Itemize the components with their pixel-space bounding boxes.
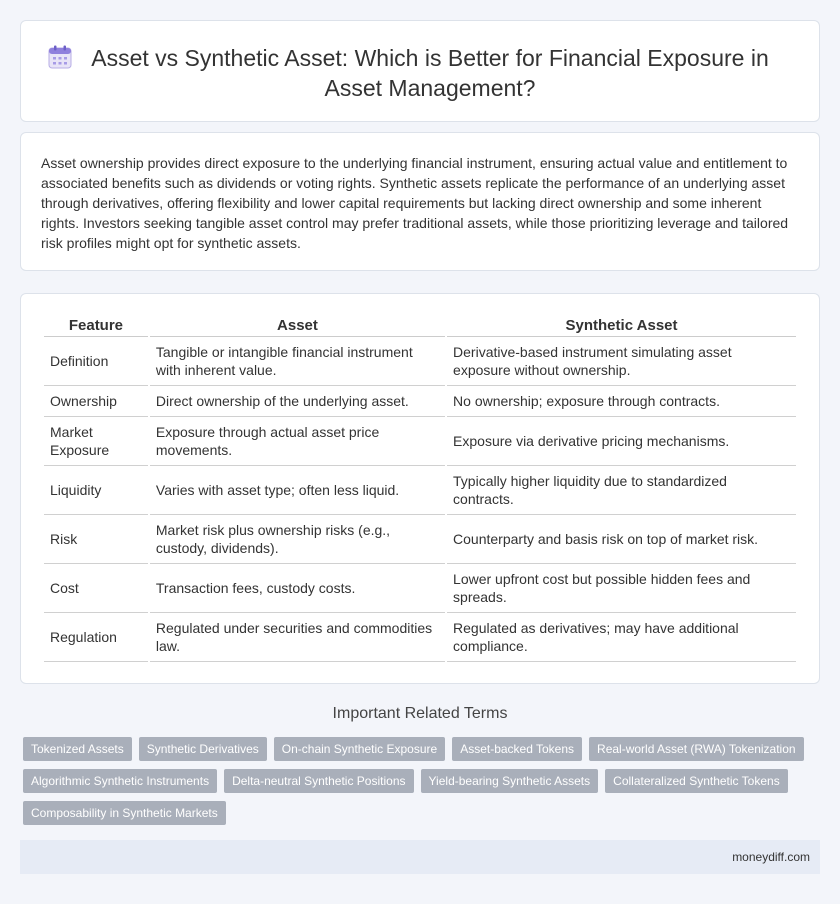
table-row	[44, 466, 796, 515]
row-asset: Varies with asset type; often less liquid.	[150, 466, 445, 515]
intro-card	[20, 132, 820, 271]
row-synthetic: Lower upfront cost but possible hidden fees and spreads.	[447, 564, 796, 613]
page-title: Asset vs Synthetic Asset: Which is Better for Financial Exposure in Asset Management?	[91, 45, 769, 101]
header-feature: Feature	[44, 315, 148, 337]
table-header-row	[44, 315, 796, 337]
related-term-tag[interactable]: Delta-neutral Synthetic Positions	[224, 769, 413, 793]
related-terms-heading: Important Related Terms	[332, 705, 508, 722]
related-terms-list	[23, 737, 813, 825]
related-term-tag[interactable]: Algorithmic Synthetic Instruments	[23, 769, 217, 793]
row-feature: Cost	[44, 564, 148, 613]
row-synthetic: Regulated as derivatives; may have additional compliance.	[447, 613, 796, 662]
title-card	[20, 20, 820, 122]
comparison-table-card	[20, 293, 820, 684]
row-synthetic: Counterparty and basis risk on top of market risk.	[447, 515, 796, 564]
row-feature: Liquidity	[44, 466, 148, 515]
table-row	[44, 515, 796, 564]
related-term-tag[interactable]: On-chain Synthetic Exposure	[274, 737, 445, 761]
related-term-tag[interactable]: Composability in Synthetic Markets	[23, 801, 226, 825]
related-term-tag[interactable]: Collateralized Synthetic Tokens	[605, 769, 788, 793]
table-row	[44, 564, 796, 613]
related-term-tag[interactable]: Asset-backed Tokens	[452, 737, 582, 761]
row-asset: Transaction fees, custody costs.	[150, 564, 445, 613]
row-synthetic: Derivative-based instrument simulating asset exposure without ownership.	[447, 337, 796, 386]
row-asset: Regulated under securities and commodities law.	[150, 613, 445, 662]
footer	[20, 840, 820, 874]
table-row	[44, 613, 796, 662]
row-asset: Market risk plus ownership risks (e.g., custody, dividends).	[150, 515, 445, 564]
row-feature: Regulation	[44, 613, 148, 662]
row-asset: Direct ownership of the underlying asset.	[150, 386, 445, 417]
row-synthetic: No ownership; exposure through contracts.	[447, 386, 796, 417]
related-term-tag[interactable]: Tokenized Assets	[23, 737, 132, 761]
row-feature: Definition	[44, 337, 148, 386]
row-feature: Risk	[44, 515, 148, 564]
row-synthetic: Exposure via derivative pricing mechanisms.	[447, 417, 796, 466]
row-asset: Tangible or intangible financial instrument with inherent value.	[150, 337, 445, 386]
table-row	[44, 337, 796, 386]
related-term-tag[interactable]: Real-world Asset (RWA) Tokenization	[589, 737, 804, 761]
row-synthetic: Typically higher liquidity due to standardized contracts.	[447, 466, 796, 515]
related-term-tag[interactable]: Synthetic Derivatives	[139, 737, 267, 761]
row-asset: Exposure through actual asset price movements.	[150, 417, 445, 466]
row-feature: Market Exposure	[44, 417, 148, 466]
footer-site-link[interactable]: moneydiff.com	[732, 850, 810, 864]
row-feature: Ownership	[44, 386, 148, 417]
intro-paragraph: Asset ownership provides direct exposure to the underlying financial instrument, ensuring actual value and entitlement to associated benefits such as dividends or voting rights. Synthetic assets replicate the performance of an underlying asset through derivatives, offering flexibility and lower capital requirements but lacking direct ownership and some inherent rights. Investors seeking tangible asset control may prefer traditional assets, while those prioritizing leverage and tailored risk profiles might opt for synthetic assets.	[41, 155, 789, 251]
table-row	[44, 417, 796, 466]
comparison-table	[42, 315, 798, 662]
header-asset: Asset	[150, 315, 445, 337]
table-row	[44, 386, 796, 417]
related-term-tag[interactable]: Yield-bearing Synthetic Assets	[421, 769, 599, 793]
header-synthetic-asset: Synthetic Asset	[447, 315, 796, 337]
